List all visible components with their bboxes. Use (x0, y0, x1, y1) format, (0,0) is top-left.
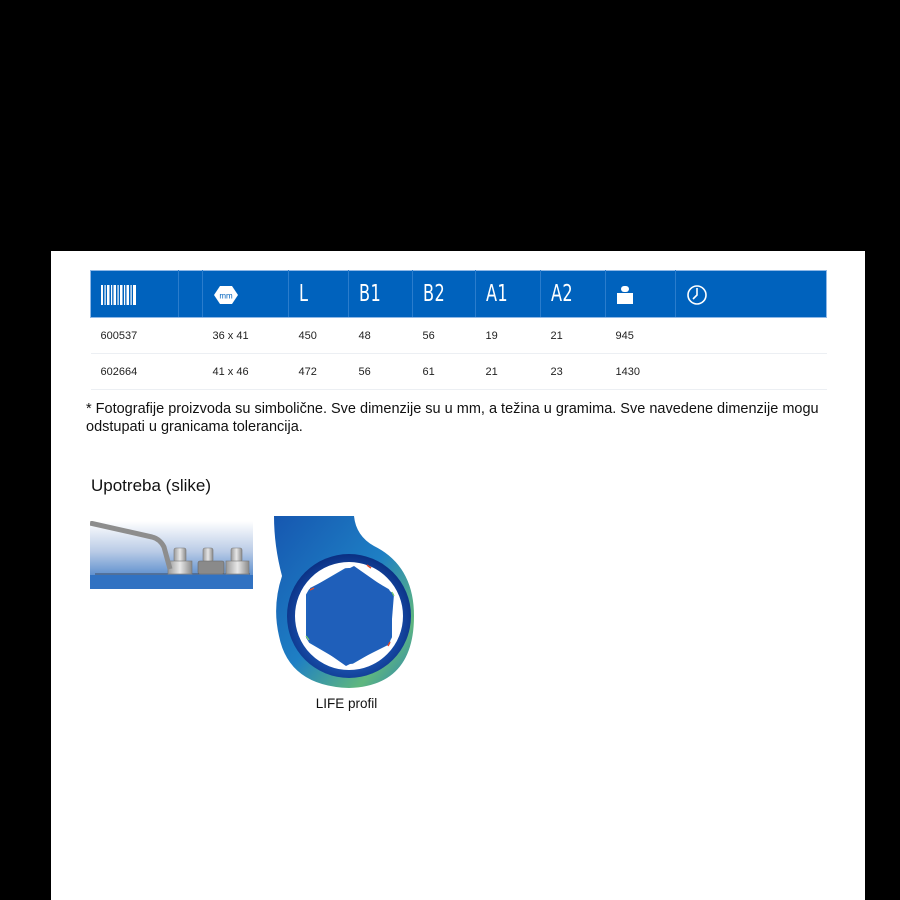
cell-article: 600537 (91, 318, 179, 354)
header-A2: A2 (541, 271, 606, 318)
cell-B2: 61 (413, 354, 476, 390)
weight-icon (616, 285, 634, 305)
barcode-icon (101, 285, 137, 305)
cell-L: 472 (289, 354, 349, 390)
header-L: L (289, 271, 349, 318)
cell-time (676, 318, 827, 354)
cell-A2: 23 (541, 354, 606, 390)
cell-spacer (179, 318, 203, 354)
cell-time (676, 354, 827, 390)
cell-size: 41 x 46 (203, 354, 289, 390)
spec-table (90, 270, 827, 390)
svg-text:mm: mm (219, 291, 233, 300)
header-time (676, 271, 827, 318)
table-header-row (91, 271, 827, 318)
usage-illustration (90, 521, 253, 589)
cell-A1: 21 (476, 354, 541, 390)
cell-size: 36 x 41 (203, 318, 289, 354)
header-spacer (179, 271, 203, 318)
cell-A1: 19 (476, 318, 541, 354)
page (51, 251, 865, 900)
table-row (91, 354, 827, 390)
cell-B1: 56 (349, 354, 413, 390)
life-profile-image (264, 516, 429, 691)
header-size (203, 271, 289, 318)
header-article (91, 271, 179, 318)
cell-weight: 1430 (606, 354, 676, 390)
footnote: * Fotografije proizvoda su simbolične. Sve dimenzije su u mm, a težina u gramima. Sve navedene dimenzije mogu odstupati u granicama tolerancija. (86, 401, 819, 435)
table-row (91, 318, 827, 354)
cell-A2: 21 (541, 318, 606, 354)
header-B2: B2 (413, 271, 476, 318)
cell-B2: 56 (413, 318, 476, 354)
cell-B1: 48 (349, 318, 413, 354)
header-A1: A1 (476, 271, 541, 318)
cell-L: 450 (289, 318, 349, 354)
cell-article: 602664 (91, 354, 179, 390)
header-B1: B1 (349, 271, 413, 318)
clock-icon (686, 284, 708, 306)
life-profile-caption: LIFE profil (315, 696, 378, 711)
section-title: Upotreba (slike) (91, 476, 211, 495)
cell-spacer (179, 354, 203, 390)
header-weight (606, 271, 676, 318)
hex-nut-mm-icon (213, 285, 239, 305)
cell-weight: 945 (606, 318, 676, 354)
